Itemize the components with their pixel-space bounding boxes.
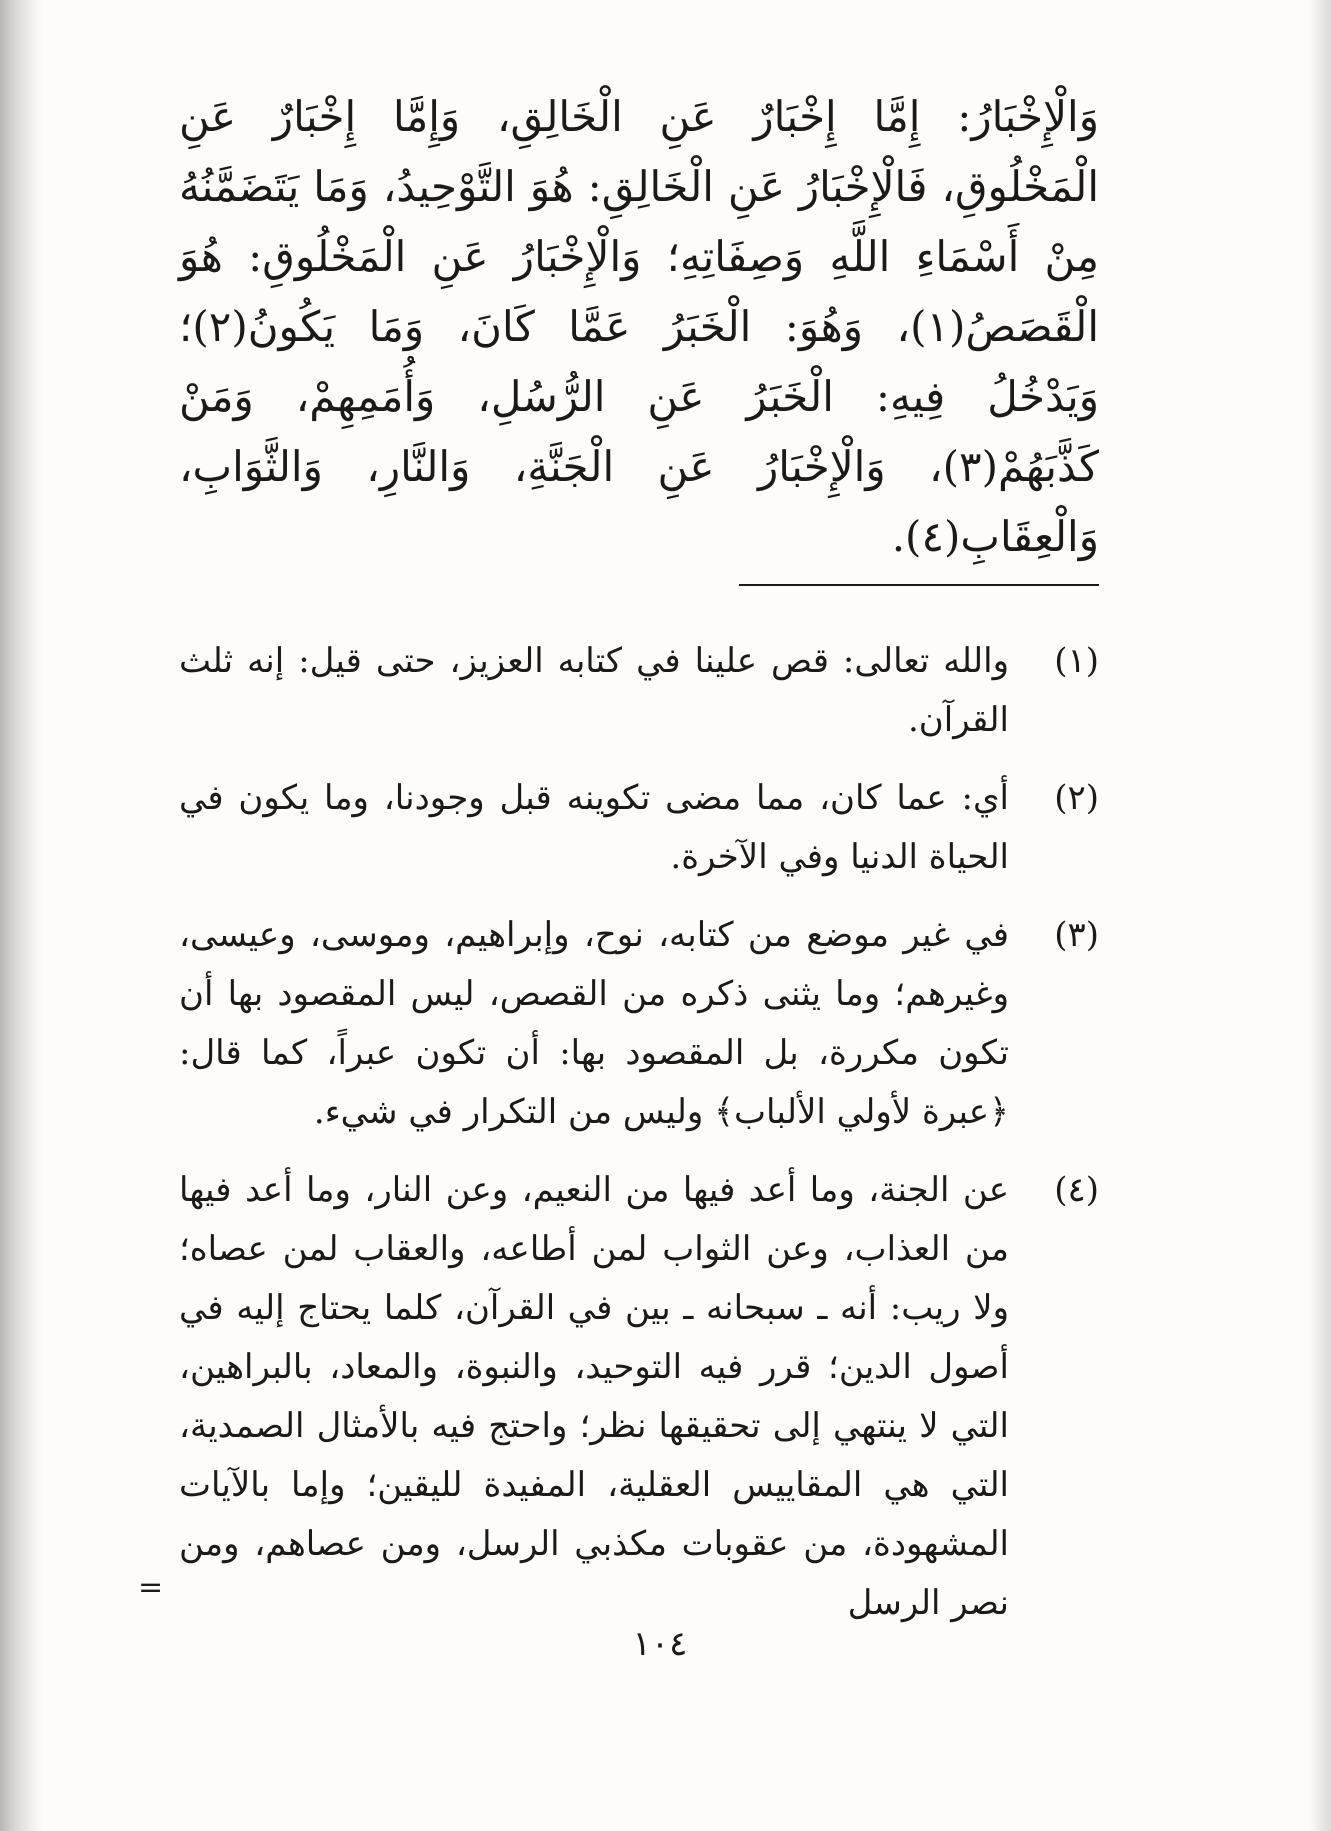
footnote-1 (179, 632, 1099, 750)
footnote-separator (739, 584, 1099, 586)
footnote-text: أي: عما كان، مما مضى تكوينه قبل وجودنا، وما يكون في الحياة الدنيا وفي الآخرة. (179, 778, 1009, 877)
continuation-mark: = (138, 1570, 164, 1605)
footnote-text: في غير موضع من كتابه، نوح، وإبراهيم، وموسى، وعيسى، وغيرهم؛ وما يثنى ذكره من القصص، ليس المقصود بها أن تكون مكررة، بل المقصود بها: أن تكون عبراً، كما قال: ﴿عبرة لأولي الألباب﴾ وليس من التكرار في شيء. (179, 915, 1010, 1132)
footnote-text: والله تعالى: قص علينا في كتابه العزيز، حتى قيل: إنه ثلث القرآن. (179, 641, 1009, 740)
page-number: ١٠٤ (632, 1624, 688, 1664)
footnote-text: عن الجنة، وما أعد فيها من النعيم، وعن النار، وما أعد فيها من العذاب، وعن الثواب لمن أطاعه، والعقاب لمن عصاه؛ ولا ريب: أنه ـ سبحانه ـ بين في القرآن، كلما يحتاج إليه في أصول الدين؛ قرر فيه التوحيد، والنبوة، والمعاد، بالبراهين، التي لا ينتهي إلى تحقيقها نظر؛ واحتج فيه بالأمثال الصمدية، التي هي المقاييس العقلية، المفيدة لليقين؛ وإما بالآيات المشهودة، من عقوبات مكذبي الرسل، ومن عصاهم، ومن نصر الرسل (179, 1170, 1009, 1623)
footnote-number: (١) (1054, 641, 1099, 681)
footnote-3 (179, 906, 1099, 1142)
footnote-2 (179, 769, 1099, 887)
footnote-number: (٣) (1054, 915, 1099, 955)
main-text: وَالْإِخْبَارُ: إِمَّا إِخْبَارٌ عَنِ الْخَالِقِ، وَإِمَّا إِخْبَارٌ عَنِ الْمَخْلُوقِ، فَالْإِخْبَارُ عَنِ الْخَالِقِ: هُوَ التَّوْحِيدُ، وَمَا يَتَضَمَّنُهُ مِنْ أَسْمَاءِ اللَّهِ وَصِفَاتِهِ؛ وَالْإِخْبَارُ عَنِ الْمَخْلُوقِ: هُوَ الْقَصَصُ(١)، وَهُوَ: الْخَبَرُ عَمَّا كَانَ، وَمَا يَكُونُ(٢)؛ وَيَدْخُلُ فِيهِ: الْخَبَرُ عَنِ الرُّسُلِ، وَأُمَمِهِمْ، وَمَنْ كَذَّبَهُمْ(٣)، وَالْإِخْبَارُ عَنِ الْجَنَّةِ، وَالنَّارِ، وَالثَّوَابِ، وَالْعِقَابِ(٤). (179, 92, 1099, 561)
footnote-number: (٤) (1054, 1170, 1099, 1210)
footnote-4 (179, 1161, 1099, 1633)
footnote-number: (٢) (1054, 778, 1099, 818)
footnotes-list (179, 632, 1099, 1652)
